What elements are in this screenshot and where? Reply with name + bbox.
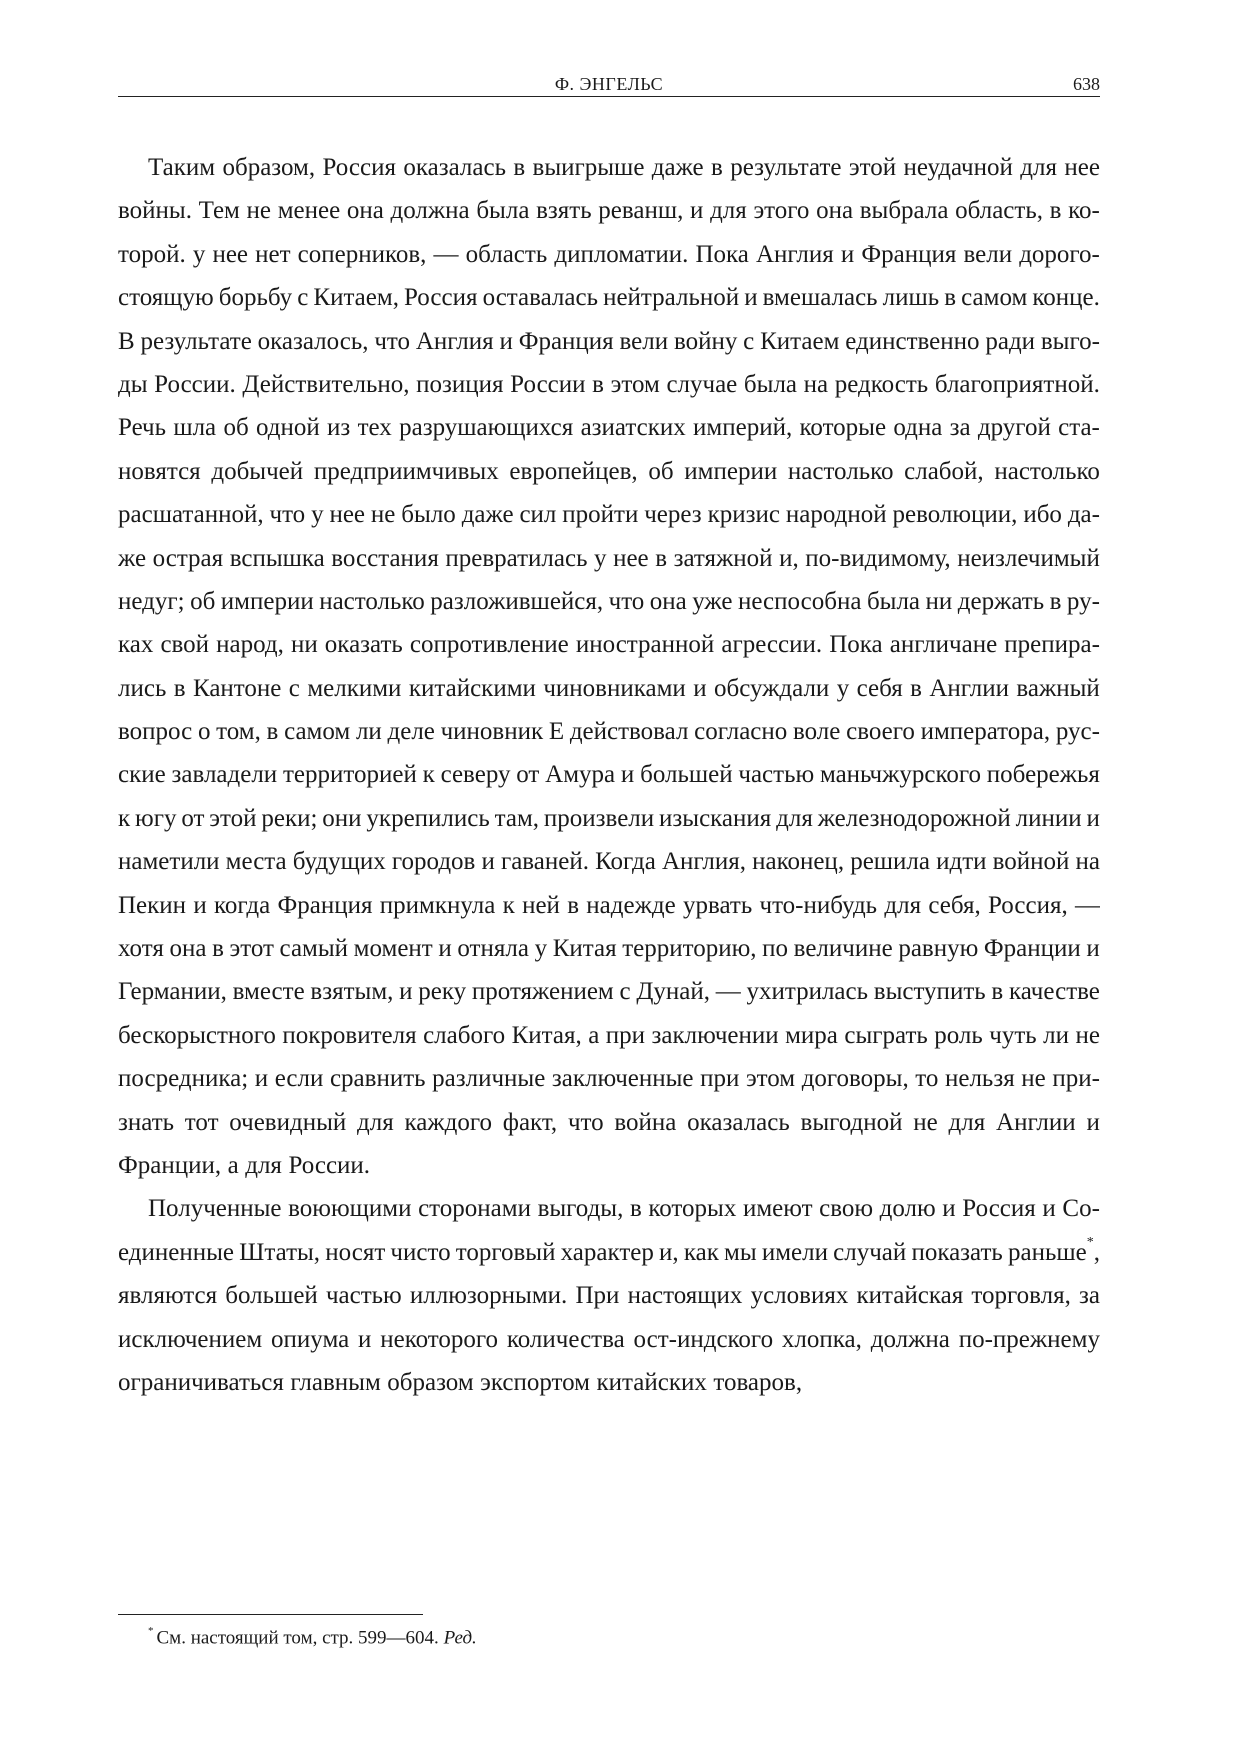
text-line: исключением опиума и некоторого количества ост-индского хлопка, должна по-прежнему: [118, 1325, 1100, 1353]
footnote-marker: *: [148, 1625, 154, 1637]
text-line: Таким образом, Россия оказалась в выигрыше даже в результате этой неудачной для нее: [148, 154, 1100, 181]
footnote-divider: [118, 1614, 423, 1615]
body-text: [118, 146, 1100, 1404]
text-line: ды России. Действительно, позиция России в этом случае была на редкость благоприятной.: [118, 370, 1100, 398]
page-number: 638: [1073, 74, 1100, 94]
text-line: Полученные воюющими сторонами выгоды, в которых имеют свою долю и Россия и Со-: [148, 1195, 1100, 1223]
text-line: ках свой народ, ни оказать сопротивление иностранной агрессии. Пока англичане препира-: [118, 631, 1100, 659]
text-line: ские завладели территорией к северу от Амура и большей частью маньчжурского побережья: [118, 761, 1100, 789]
text-line: недуг; об империи настолько разложившейся, что она уже неспособна была ни держать в ру-: [118, 587, 1100, 615]
paragraph: [118, 1187, 1100, 1404]
text-line: являются большей частью иллюзорными. При настоящих условиях китайская торговля, за: [118, 1282, 1100, 1310]
text-line: бескорыстного покровителя слабого Китая, а при заключении мира сыграть роль чуть ли не: [118, 1021, 1100, 1049]
text-line: к югу от этой реки; они укрепились там, произвели изыскания для железнодорожной линии и: [118, 804, 1100, 832]
text-line: ограничиваться главным образом экспортом китайских товаров,: [118, 1368, 803, 1396]
text-line: Германии, вместе взятым, и реку протяжением с Дунай, — ухитрилась выступить в качестве: [118, 978, 1100, 1006]
text-line: посредника; и если сравнить различные заключенные при этом договоры, то нельзя не при-: [118, 1065, 1100, 1093]
text-line: же острая вспышка восстания превратилась у нее в затяжной и, по-видимому, неизлечимый: [118, 544, 1100, 572]
text-line: расшатанной, что у нее не было даже сил пройти через кризис народной революции, ибо да-: [118, 501, 1100, 529]
footnote-editor-mark: Ред.: [443, 1627, 477, 1649]
text-line: знать тот очевидный для каждого факт, что война оказалась выгодной не для Англии и: [118, 1108, 1100, 1136]
paragraph: [118, 146, 1100, 1187]
text-line: хотя она в этот самый момент и отняла у Китая территорию, по величине равную Франции и: [118, 935, 1100, 963]
footnote-text: См. настоящий том, стр. 599—604.: [156, 1627, 439, 1649]
page-header: [118, 70, 1100, 97]
text-line: Речь шла об одной из тех разрушающихся азиатских империй, которые одна за другой ста-: [118, 414, 1100, 442]
text-line: наметили места будущих городов и гаваней. Когда Англия, наконец, решила идти войной на: [118, 848, 1100, 876]
text-line: стоящую борьбу с Китаем, Россия оставалась нейтральной и вмешалась лишь в самом конце.: [118, 284, 1100, 312]
text-line: Пекин и когда Франция примкнула к ней в надежде урвать что-нибудь для себя, Россия, —: [118, 891, 1100, 919]
text-line: торой. у нее нет соперников, — область дипломатии. Пока Англия и Франция вели дорого-: [118, 240, 1100, 268]
text-line: Франции, а для России.: [118, 1151, 371, 1179]
text-line: единенные Штаты, носят чисто торговый характер и, как мы имели случай показать раньше*,: [118, 1235, 1100, 1266]
running-title: Ф. ЭНГЕЛЬС: [554, 74, 664, 94]
footnote-reference: *: [1086, 1235, 1094, 1251]
text-line: лись в Кантоне с мелкими китайскими чиновниками и обсуждали у себя в Англии важный: [118, 674, 1100, 702]
footnote: [148, 1627, 477, 1649]
text-line: вопрос о том, в самом ли деле чиновник Е действовал согласно воле своего императора, рус-: [118, 718, 1100, 746]
text-line: войны. Тем не менее она должна была взять реванш, и для этого она выбрала область, в ко-: [118, 197, 1100, 225]
text-line: В результате оказалось, что Англия и Франция вели войну с Китаем единственно ради выго-: [118, 327, 1100, 355]
text-line: новятся добычей предприимчивых европейцев, об империи настолько слабой, настолько: [118, 457, 1100, 485]
